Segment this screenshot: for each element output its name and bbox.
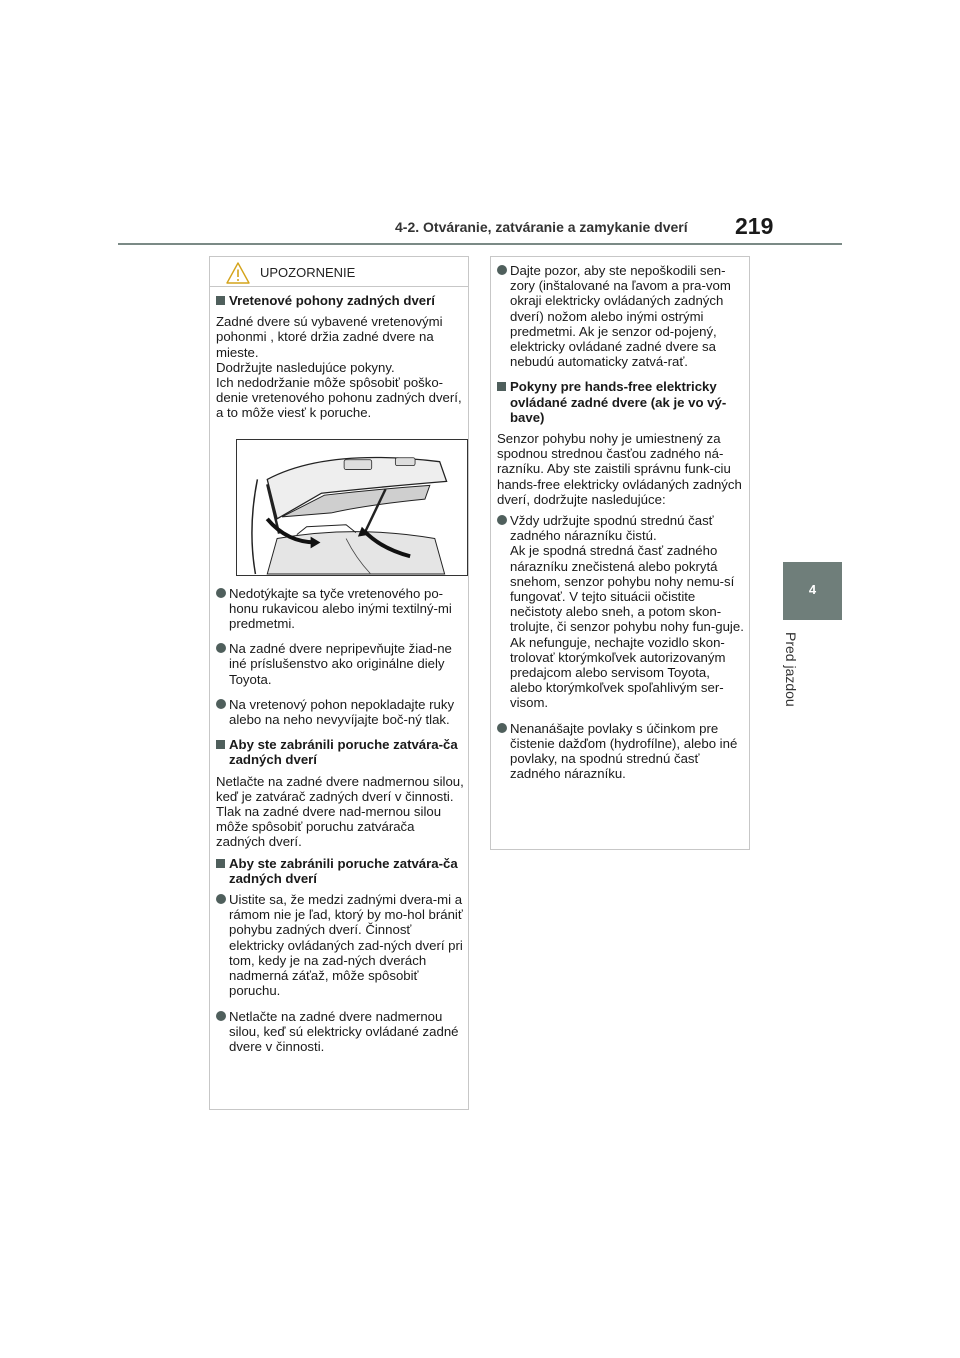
section-title: 4-2. Otváranie, zatváranie a zamykanie dverí: [395, 219, 688, 235]
list-item: [216, 641, 464, 687]
section-heading: [216, 737, 464, 767]
paragraph: Zadné dvere sú vybavené vretenovými pohonmi , ktoré držia zadné dvere na mieste. Dodržujte nasledujúce pokyny. Ich nedodržanie môže spôsobiť poško-denie vretenového pohonu zadných dverí, a to môže viesť k poruche.: [216, 314, 462, 421]
list-item-text: Nenanášajte povlaky s účinkom pre čistenie dažďom (hydrofílne), alebo iné povlaky, na spodnú strednú časť zadného nárazníku.: [510, 720, 738, 782]
bullet-list: [216, 586, 464, 728]
warning-box-left: [209, 256, 469, 1110]
square-bullet-icon: [216, 296, 225, 305]
round-bullet-icon: [216, 699, 226, 709]
warning-triangle-icon: [226, 262, 250, 284]
chapter-number: 4: [808, 582, 817, 597]
list-item-text: Na zadné dvere nepripevňujte žiad-ne iné príslušenstvo ako originálne diely Toyota.: [229, 641, 452, 687]
list-item-text: Na vretenový pohon nepokladajte ruky alebo na neho nevyvíjajte boč-ný tlak.: [229, 696, 455, 728]
left-content: [216, 293, 464, 1064]
round-bullet-icon: [497, 723, 507, 733]
square-bullet-icon: [497, 382, 506, 391]
list-item: [216, 697, 464, 727]
section-heading-text: Aby ste zabránili poruche zatvára-ča zadných dverí: [229, 855, 458, 886]
list-item-text: Nedotýkajte sa tyče vretenového po-honu rukavicou alebo inými textilný-mi predmetmi.: [229, 585, 452, 632]
section-heading-text: Pokyny pre hands-free elektricky ovládané zadné dvere (ak je vo vý-bave): [510, 379, 727, 425]
list-item: [216, 1009, 464, 1055]
list-item: [497, 513, 745, 711]
section-heading: [216, 856, 464, 886]
paragraph: Netlačte na zadné dvere nadmernou silou, keď je zatvárač zadných dverí v činnosti. Tlak na zadné dvere nad-mernou silou môže spôsobiť poruchu zatvárača zadných dverí.: [216, 773, 464, 850]
round-bullet-icon: [216, 894, 226, 904]
list-item-text: Vždy udržujte spodnú strednú časť zadného nárazníku čistú. Ak je spodná stredná časť zadného nárazníku znečistená alebo pokrytá snehom, senzor pohybu nohy nemu-sí fungovať. V tejto situácii očistite nečistoty alebo sneh, a potom skon-trolujte, či senzor pohybu nohy fun-guje. Ak nefunguje, nechajte vozidlo skon-trolovať ktorýmkoľvek autorizovaným predajcom alebo servisom Toyota, alebo ktorýmkoľvek spoľahlivým ser-visom.: [510, 513, 744, 711]
list-item: [216, 892, 464, 998]
section-heading: [216, 293, 464, 308]
round-bullet-icon: [216, 1011, 226, 1021]
chapter-label: [785, 632, 799, 742]
list-item-text: Netlačte na zadné dvere nadmernou silou, keď sú elektricky ovládané zadné dvere v činnosti.: [229, 1008, 459, 1054]
round-bullet-icon: [497, 515, 507, 525]
list-item: [216, 586, 464, 632]
bullet-list: [497, 513, 745, 781]
tailgate-drawing: [237, 440, 467, 575]
paragraph: Senzor pohybu nohy je umiestnený za spodnou strednou časťou zadného ná-razníku. Aby ste zaistili správnu funk-ciu hands-free elektricky ovládaných zadných dverí, dodržujte nasledujúce:: [497, 431, 742, 507]
bullet-list: [216, 892, 464, 1054]
warning-header: [210, 257, 468, 287]
list-item: [497, 721, 745, 782]
section-heading-text: Aby ste zabránili poruche zatvára-ča zadných dverí: [229, 737, 458, 768]
square-bullet-icon: [216, 740, 225, 749]
square-bullet-icon: [216, 859, 225, 868]
section-heading-text: Vretenové pohony zadných dverí: [229, 293, 435, 308]
chapter-tab[interactable]: [783, 562, 842, 620]
page-number: 219: [735, 213, 774, 239]
warning-box-right: [490, 256, 750, 850]
warning-label: UPOZORNENIE: [260, 265, 356, 280]
list-item: [497, 263, 745, 369]
round-bullet-icon: [497, 265, 507, 275]
round-bullet-icon: [216, 588, 226, 598]
list-item-text: Uistite sa, že medzi zadnými dvera-mi a rámom nie je ľad, ktorý by mo-hol brániť pohybu zadných dverí. Činnosť elektricky ovládaných zad-ných dverí pri tom, kedy je na zad-ných dverách nadmerná záťaž, môže spôsobiť poruchu.: [229, 892, 463, 999]
section-heading: [497, 379, 745, 425]
header-divider: [118, 243, 842, 245]
chapter-label-text: Pred jazdou: [783, 632, 799, 707]
tailgate-illustration: [236, 439, 468, 576]
list-item-text: Dajte pozor, aby ste nepoškodili sen-zory (inštalované na ľavom a pra-vom okraji elektricky ovládaných zadných dverí) nožom alebo inými ostrými predmetmi. Ak je senzor od-pojený, elektricky ovládané zadné dvere sa nebudú automaticky zatvá-rať.: [510, 263, 731, 370]
right-content: [497, 263, 745, 792]
round-bullet-icon: [216, 643, 226, 653]
